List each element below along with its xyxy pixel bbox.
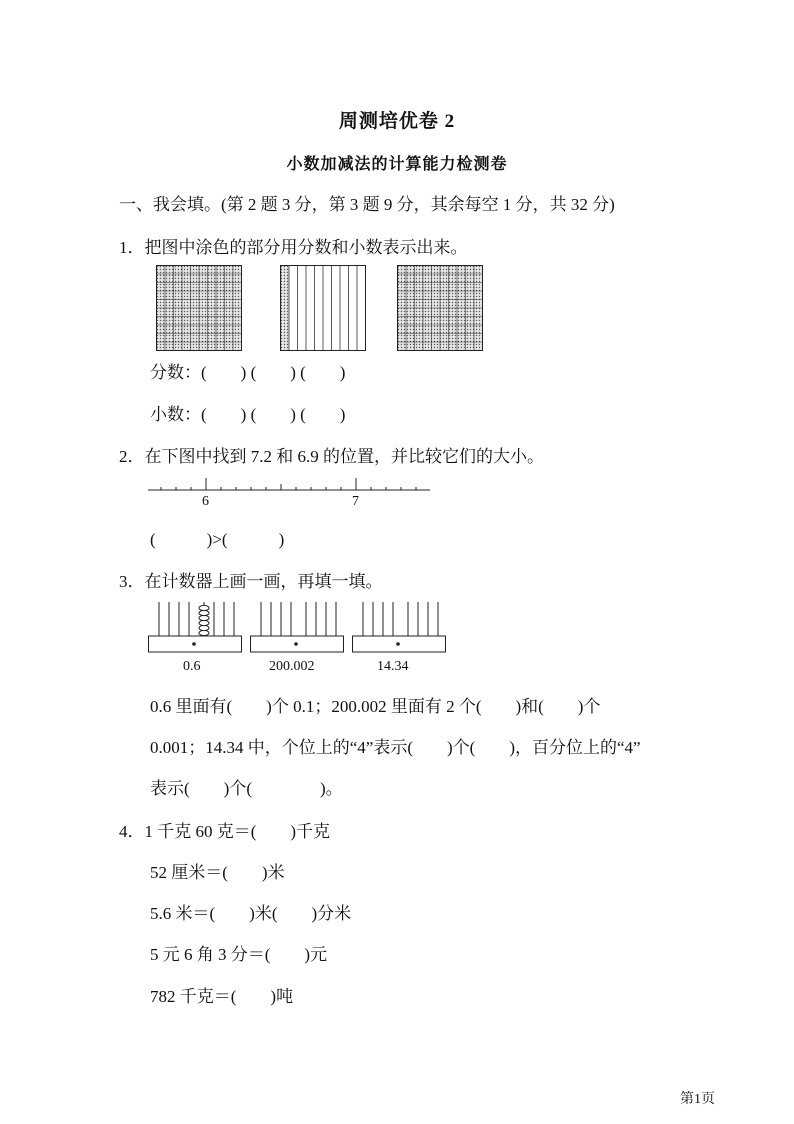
grid-figure-3 bbox=[397, 265, 483, 351]
page-number: 第1页 bbox=[680, 1092, 715, 1107]
section-heading: 一、我会填。(第 2 题 3 分，第 3 题 9 分，其余每空 1 分，共 32 分) bbox=[119, 195, 615, 214]
abacus-3 bbox=[352, 600, 447, 655]
page-subtitle: 小数加减法的计算能力检测卷 bbox=[286, 156, 508, 173]
abacus-bead bbox=[199, 630, 209, 635]
number-line-label-6: 6 bbox=[202, 494, 209, 509]
question-3-line-1: 0.6 里面有( )个 0.1；200.002 里面有 2 个( )和( )个 bbox=[150, 697, 601, 716]
question-4-item-5: 782 千克＝( )吨 bbox=[150, 987, 294, 1006]
abacus-bead bbox=[199, 610, 209, 615]
question-4-item-3: 5.6 米＝( )米( )分米 bbox=[150, 904, 352, 923]
question-3-text: 3．在计数器上画一画，再填一填。 bbox=[119, 572, 383, 591]
grid-figure-2 bbox=[280, 265, 366, 351]
abacus-label-1: 0.6 bbox=[183, 659, 201, 674]
abacus-bead bbox=[199, 625, 209, 630]
question-4-item-4: 5 元 6 角 3 分＝( )元 bbox=[150, 945, 328, 964]
question-2-text: 2．在下图中找到 7.2 和 6.9 的位置，并比较它们的大小。 bbox=[119, 447, 544, 466]
number-line bbox=[148, 476, 432, 496]
abacus-1 bbox=[148, 600, 243, 655]
abacus-2 bbox=[250, 600, 345, 655]
question-4-item-2: 52 厘米＝( )米 bbox=[150, 863, 285, 882]
abacus-label-3: 14.34 bbox=[377, 659, 409, 674]
question-3-line-2: 0.001；14.34 中，个位上的“4”表示( )个( )，百分位上的“4” bbox=[150, 738, 641, 757]
abacus-bead bbox=[199, 615, 209, 620]
abacus-label-2: 200.002 bbox=[269, 659, 315, 674]
page-title: 周测培优卷 2 bbox=[338, 111, 456, 132]
grid-figure-1 bbox=[156, 265, 242, 351]
question-4-item-1: 4．1 千克 60 克＝( )千克 bbox=[119, 822, 331, 841]
fraction-answer-line: 分数：( ) ( ) ( ) bbox=[150, 363, 346, 382]
question-3-line-3: 表示( )个( )。 bbox=[150, 779, 343, 798]
decimal-answer-line: 小数：( ) ( ) ( ) bbox=[150, 405, 346, 424]
abacus-bead bbox=[199, 620, 209, 625]
compare-line: ( )>( ) bbox=[150, 530, 285, 549]
number-line-label-7: 7 bbox=[352, 494, 359, 509]
question-1-text: 1．把图中涂色的部分用分数和小数表示出来。 bbox=[119, 238, 468, 257]
abacus-bead bbox=[199, 605, 209, 610]
